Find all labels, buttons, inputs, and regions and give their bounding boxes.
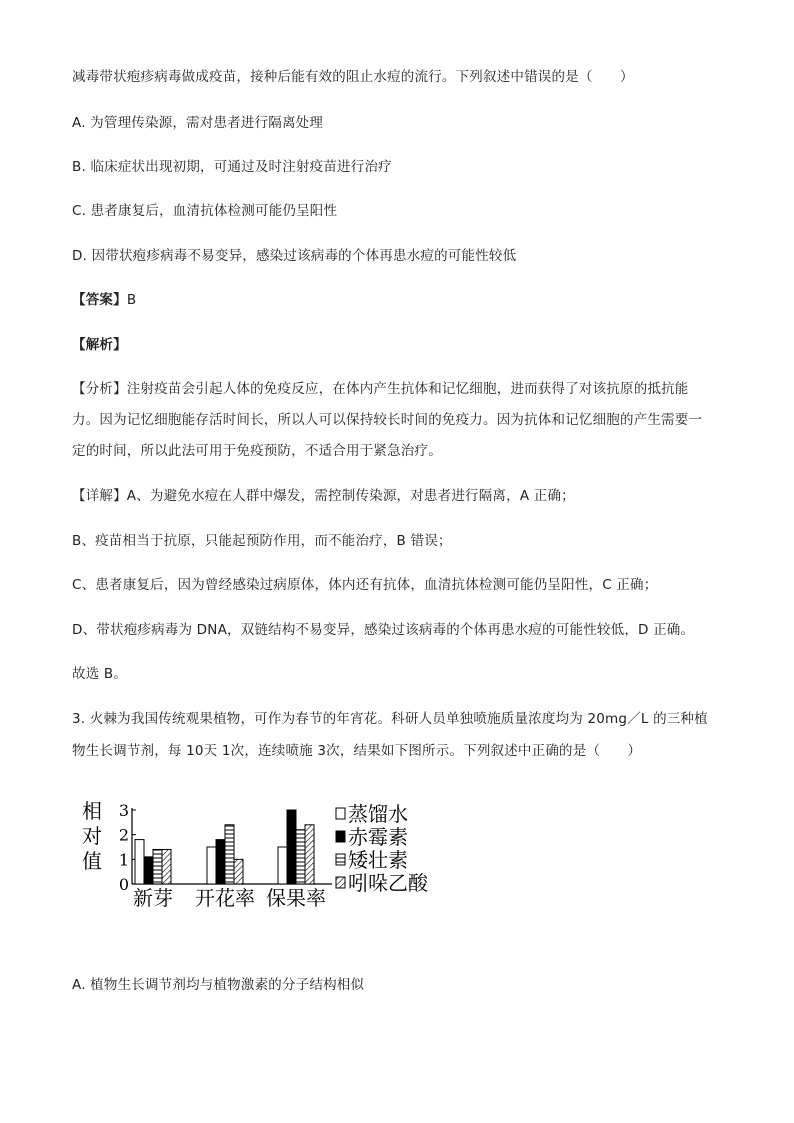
q2-stem: 减毒带状疱疹病毒做成疫苗，接种后能有效的阻止水痘的流行。下列叙述中错误的是（ ）: [72, 69, 634, 85]
y-tick-label: 3: [118, 801, 129, 820]
bar: [216, 840, 225, 884]
answer-value: B: [126, 292, 137, 308]
y-axis-label-char: 相: [82, 799, 102, 823]
bar: [207, 847, 216, 884]
bar: [296, 830, 305, 884]
q2-option-a: A. 为管理传染源，需对患者进行隔离处理: [72, 115, 324, 131]
bar: [153, 849, 162, 884]
x-category-label: 开花率: [195, 886, 255, 910]
bar: [278, 847, 287, 884]
q2-answer: [72, 291, 136, 309]
bar-chart: [80, 796, 460, 918]
fenxi-line-1: 【分析】注射疫苗会引起人体的免疫反应，在体内产生抗体和记忆细胞，进而获得了对该抗原的抵抗能: [72, 381, 689, 397]
fenxi-line-2: 力。因为记忆细胞能存活时间长，所以人可以保持较长时间的免疫力。因为抗体和记忆细胞的产生需要一: [72, 412, 703, 428]
answer-tag: 【答案】: [72, 292, 127, 308]
legend-label: 赤霉素: [348, 825, 408, 849]
legend-swatch: [336, 808, 345, 819]
detail-line-1: 【详解】A、为避免水痘在人群中爆发，需控制传染源，对患者进行隔离，A 正确；: [72, 488, 575, 504]
fenxi-line-3: 定的时间，所以此法可用于免疫预防，不适合用于紧急治疗。: [72, 443, 442, 459]
bar: [287, 810, 296, 884]
y-axis-label-char: 值: [82, 849, 102, 873]
bar: [305, 825, 314, 884]
legend-label: 吲哚乙酸: [348, 871, 428, 895]
y-tick-label: 1: [118, 850, 129, 870]
legend-label: 蒸馏水: [348, 802, 408, 826]
q3-stem-line-1: 3. 火棘为我国传统观果植物，可作为春节的年宵花。科研人员单独喷施质量浓度均为 20mg／L 的三种植: [72, 711, 708, 727]
analysis-tag: 【解析】: [72, 337, 127, 353]
x-category-label: 新芽: [133, 886, 173, 910]
detail-line-3: C、患者康复后，因为曾经感染过病原体，体内还有抗体，血清抗体检测可能仍呈阳性，C 正确；: [72, 577, 658, 593]
detail-line-2: B、疫苗相当于抗原，只能起预防作用，而不能治疗，B 错误；: [72, 533, 452, 549]
legend-swatch: [336, 831, 345, 842]
y-tick-label: 2: [118, 825, 129, 845]
q3-option-a: A. 植物生长调节剂均与植物激素的分子结构相似: [72, 977, 365, 993]
legend-swatch: [336, 854, 345, 865]
x-category-label: 保果率: [266, 886, 326, 910]
q2-option-d: D. 因带状疱疹病毒不易变异，感染过该病毒的个体再患水痘的可能性较低: [72, 248, 517, 264]
detail-line-4: D、带状疱疹病毒为 DNA，双链结构不易变异，感染过该病毒的个体再患水痘的可能性较低，D 正确。: [72, 622, 695, 638]
legend-swatch: [336, 877, 345, 888]
bar: [225, 825, 234, 884]
bar: [162, 849, 171, 884]
q3-stem-line-2: 物生长调节剂，每 10天 1次，连续喷施 3次，结果如下图所示。下列叙述中正确的是（ ）: [72, 743, 642, 759]
bar: [135, 840, 144, 884]
q2-option-b: B. 临床症状出现初期，可通过及时注射疫苗进行治疗: [72, 159, 392, 175]
y-axis-label-char: 对: [82, 824, 102, 848]
bar: [144, 857, 153, 884]
bar: [234, 859, 243, 884]
detail-line-5: 故选 B。: [72, 666, 128, 682]
y-tick-label: 0: [118, 875, 129, 894]
legend-label: 矮壮素: [348, 848, 408, 872]
q2-option-c: C. 患者康复后，血清抗体检测可能仍呈阳性: [72, 203, 338, 219]
